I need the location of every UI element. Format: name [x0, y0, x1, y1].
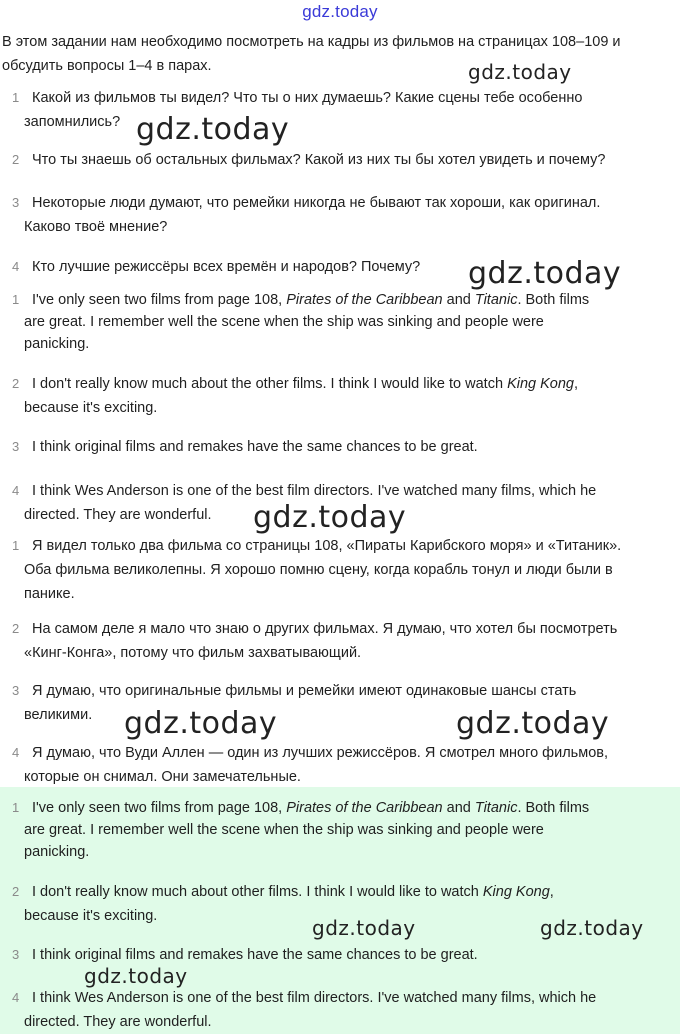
answer-ru-1: 1 Я видел только два фильма со страницы 108, «Пираты Карибского моря» и «Титаник». Оба фильма великолепны. Я хорошо помню сцену, когда корабль тонул и люди были в панике. [12, 534, 676, 606]
film-title: King Kong [482, 884, 550, 900]
question-3: 3 Некоторые люди думают, что ремейки никогда не бывают так хороши, как оригинал. Каково твоё мнение? [12, 191, 676, 239]
watermark: gdz.today [253, 500, 407, 535]
item-number: 2 [12, 152, 20, 167]
answer-ru-3: 3 Я думаю, что оригинальные фильмы и ремейки имеют одинаковые шансы стать великими. [12, 679, 676, 727]
item-number: 4 [12, 483, 20, 498]
film-title: Pirates of the Caribbean [286, 800, 443, 816]
watermark: gdz.today [540, 916, 644, 940]
answer-en-4: 4 I think Wes Anderson is one of the best film directors. I've watched many films, which he directed. They are wonderful. [12, 479, 676, 527]
answer-en-repeat-2: 2 I don't really know much about other films. I think I would like to watch King Kong, because it's exciting. [12, 880, 676, 928]
item-number: 2 [12, 884, 20, 899]
watermark: gdz.today [84, 964, 188, 988]
item-number: 1 [12, 292, 20, 307]
watermark: gdz.today [136, 112, 290, 147]
answer-en-1: 1 I've only seen two films from page 108, Pirates of the Caribbean and Titanic. Both films are great. I remember well the scene when the ship was sinking and people were panicking. [12, 289, 676, 355]
film-title: Titanic [474, 800, 518, 816]
watermark: gdz.today [468, 256, 622, 291]
answer-ru-2: 2 На самом деле я мало что знаю о других фильмах. Я думаю, что хотел бы посмотреть «Кинг-Конга», потому что фильм захватывающий. [12, 617, 676, 665]
watermark: gdz.today [468, 60, 572, 84]
question-4: 4 Кто лучшие режиссёры всех времён и народов? Почему? [12, 255, 676, 279]
item-number: 3 [12, 195, 20, 210]
item-number: 3 [12, 683, 20, 698]
question-1: 1 Какой из фильмов ты видел? Что ты о них думаешь? Какие сцены тебе особенно запомнились? [12, 86, 676, 134]
task-intro: В этом задании нам необходимо посмотреть на кадры из фильмов на страницах 108–109 и обсудить вопросы 1–4 в парах. [2, 34, 621, 74]
answer-ru-4: 4 Я думаю, что Вуди Аллен — один из лучших режиссёров. Я смотрел много фильмов, которые он снимал. Они замечательные. [12, 741, 676, 789]
answer-en-3: 3 I think original films and remakes have the same chances to be great. [12, 435, 676, 459]
answer-en-repeat-4: 4 I think Wes Anderson is one of the best film directors. I've watched many films, which he directed. They are wonderful. [12, 986, 676, 1034]
item-number: 1 [12, 538, 20, 553]
film-title: Titanic [474, 292, 518, 308]
film-title: Pirates of the Caribbean [286, 292, 443, 308]
item-number: 1 [12, 800, 20, 815]
item-number: 1 [12, 90, 20, 105]
item-number: 2 [12, 621, 20, 636]
item-number: 3 [12, 439, 20, 454]
item-number: 4 [12, 745, 20, 760]
watermark: gdz.today [312, 916, 416, 940]
answer-en-repeat-1: 1 I've only seen two films from page 108, Pirates of the Caribbean and Titanic. Both films are great. I remember well the scene when the ship was sinking and people were panicking. [12, 797, 676, 863]
item-number: 4 [12, 990, 20, 1005]
watermark: gdz.today [124, 706, 278, 741]
answer-en-repeat-3: 3 I think original films and remakes have the same chances to be great. [12, 943, 676, 967]
watermark: gdz.today [456, 706, 610, 741]
item-number: 3 [12, 947, 20, 962]
item-number: 4 [12, 259, 20, 274]
item-number: 2 [12, 376, 20, 391]
film-title: King Kong [507, 376, 574, 392]
site-header[interactable]: gdz.today [302, 2, 378, 21]
question-2: 2 Что ты знаешь об остальных фильмах? Какой из них ты бы хотел увидеть и почему? [12, 148, 676, 172]
answer-en-2: 2 I don't really know much about the other films. I think I would like to watch King Kong, because it's exciting. [12, 372, 676, 420]
